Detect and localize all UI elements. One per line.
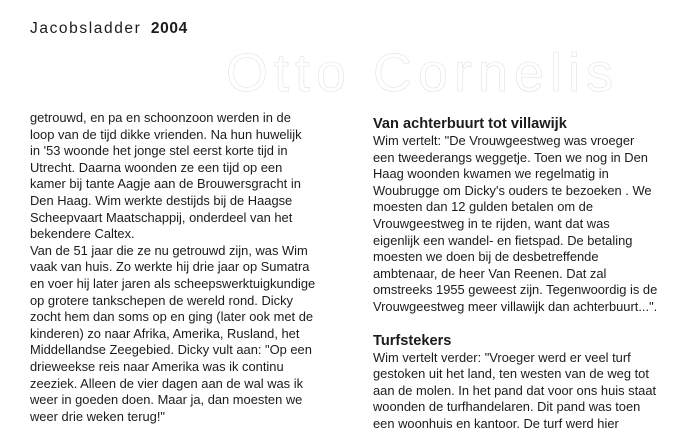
text-line: ambtenaar, de heer Van Reenen. Dat zal bbox=[373, 265, 607, 281]
text-line: vaak van huis. Zo werkte hij drie jaar op Sumatra bbox=[30, 259, 310, 275]
text-line: gestoken uit het land, ten westen van de weg tot bbox=[373, 366, 649, 382]
text-line: weer drie weken terug!" bbox=[30, 408, 165, 424]
magazine-year: 2004 bbox=[150, 20, 188, 37]
text-line: moesten dan 12 gulden betalen om de bbox=[373, 199, 594, 215]
section-heading-villawijk: Van achterbuurt tot villawijk bbox=[373, 116, 567, 132]
text-line: aan de molen. In het pand dat voor ons huis staat bbox=[373, 382, 657, 398]
text-line: Vrouwgeestweg in te rijden, want dat was bbox=[373, 215, 610, 231]
page-header bbox=[30, 20, 188, 38]
text-line: drieweekse reis naar Amerika was ik continu bbox=[30, 358, 284, 374]
text-line: bekendere Caltex. bbox=[30, 226, 135, 242]
text-line: Vrouwgeestweg meer villawijk dan achterbuurt...". bbox=[373, 298, 658, 314]
text-line: en voer hij later jaren als scheepswerktuigkundige bbox=[30, 275, 316, 291]
author-watermark: Otto Cornelis bbox=[226, 43, 620, 103]
text-line: Wim vertelt verder: "Vroeger werd er veel turf bbox=[373, 349, 631, 365]
text-line: moesten we doen bij de desbetreffende bbox=[373, 249, 599, 265]
right-column bbox=[373, 115, 685, 433]
text-line: Woubrugge om Dicky's ouders te bezoeken . We bbox=[373, 182, 652, 198]
text-line: zeeziek. Alleen de vier dagen aan de wal was ik bbox=[30, 375, 304, 391]
text-line: omstreeks 1955 geweest zijn. Tegenwoordig is de bbox=[373, 282, 658, 298]
section-spacer bbox=[373, 316, 685, 332]
text-line: loop van de tijd dikke vrienden. Na hun huwelijk bbox=[30, 126, 302, 142]
magazine-title: Jacobsladder bbox=[30, 20, 142, 37]
text-line: Van de 51 jaar die ze nu getrouwd zijn, was Wim bbox=[30, 242, 308, 258]
text-line: kamer bij tante Aagje aan de Brouwersgracht in bbox=[30, 176, 301, 192]
text-line: kinderen) zo naar Afrika, Amerika, Rusland, het bbox=[30, 325, 300, 341]
left-column bbox=[30, 110, 365, 425]
text-line: een tweederangs weggetje. Toen we nog in Den bbox=[373, 149, 648, 165]
text-line: in '53 woonde het jonge stel eerst korte tijd in bbox=[30, 143, 288, 159]
text-line: eigenlijk een wandel- en fietspad. De betaling bbox=[373, 232, 633, 248]
text-line: zocht hem dan soms op en ging (later ook met de bbox=[30, 309, 314, 325]
text-line: getrouwd, en pa en schoonzoon werden in de bbox=[30, 110, 291, 125]
text-line: Den Haag. Wim werkte destijds bij de Haagse bbox=[30, 192, 293, 208]
text-line: Wim vertelt: "De Vrouwgeestweg was vroeger bbox=[373, 133, 635, 148]
text-line: op grotere tankschepen de wereld rond. Dicky bbox=[30, 292, 293, 308]
text-line: weer in goeden doen. Maar ja, dan moesten we bbox=[30, 392, 303, 408]
text-line: Scheepvaart Maatschappij, onderdeel van het bbox=[30, 209, 293, 225]
text-line: Utrecht. Daarna woonden ze een tijd op een bbox=[30, 159, 283, 175]
text-line: Middellandse Zeegebied. Dicky vult aan: "Op een bbox=[30, 342, 312, 358]
text-line: woonden de turfhandelaren. Dit pand was toen bbox=[373, 399, 641, 415]
text-line: Haag woonden kwamen we regelmatig in bbox=[373, 166, 609, 182]
text-line: een woonhuis en kantoor. De turf werd hier bbox=[373, 415, 619, 431]
section-heading-turfstekers: Turfstekers bbox=[373, 332, 452, 349]
